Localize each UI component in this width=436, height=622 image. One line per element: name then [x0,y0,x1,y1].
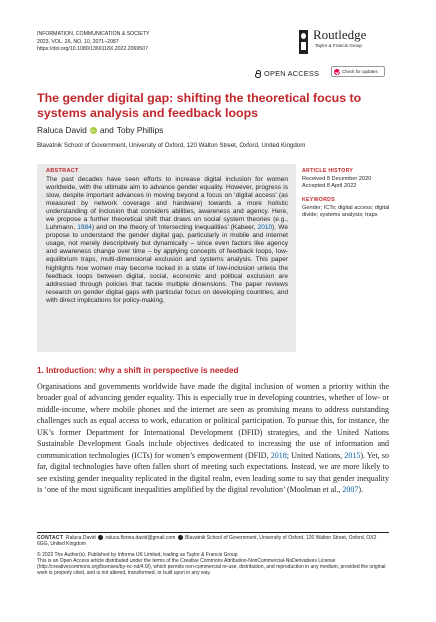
footer [37,535,389,577]
citation-link[interactable]: 2015 [344,450,361,460]
contact-affiliation: Blavatnik School of Government, University of Oxford, 120 Walton Street, Oxford, OX2 6GG, United Kingdom [37,535,377,548]
contact-label: CONTACT [37,535,64,541]
license-text: This is an Open Access article distributed under the terms of the Creative Commons Attribution-NonCommercial-NoDerivatives License (http://creativecommons.org/licenses/by-nc-nd/4.0/), which permits non-commercial re-use, distribution, and reproduction in any medium, provided the original work is properly cited, and is not altered, transformed, or built upon in any way. [37,557,386,577]
abstract-heading: ABSTRACT [46,168,79,174]
body-text-part: ). [358,485,364,495]
check-updates-icon [334,69,340,75]
citation-link[interactable]: 2018 [270,450,287,460]
open-access-badge [255,69,319,78]
author-name[interactable]: Toby Phillips [116,125,164,135]
article-title: The gender digital gap: shifting the theoretical focus to systems analysis and feedback loops [37,91,362,120]
footer-divider [37,532,389,533]
citation-link[interactable]: 1984 [77,224,92,232]
abstract-text-part: ) and on the theory of ‘intersecting inequalities’ (Kabeer, [91,224,256,232]
citation-link[interactable]: 2007 [342,485,359,495]
orcid-icon[interactable]: iD [91,127,96,133]
open-lock-icon [255,70,261,78]
address-icon [178,535,183,540]
author-name[interactable]: Raluca David [37,125,87,135]
abstract-text-part: The past decades have seen efforts to increase digital inclusion for women worldwide, with the ultimate aim to advance gender equality. However, progress is slow, despite important advances in moving beyond a focus on ‘digital access’ (as measured by network coverage and hardware) towards a more holistic understanding of inclusion that considers abilities, awareness and agency. Here, we propose a further theoretical shift that draws on social system theories (e.g., Luhmann, [46,176,288,232]
check-updates-button[interactable] [331,66,385,77]
body-text [37,381,389,496]
check-updates-label: Check for updates [342,69,378,74]
article-history [302,168,390,190]
received-date: Received 8 December 2020 [302,176,372,182]
body-text-part: ; United Nations, [286,450,343,460]
accepted-date: Accepted 8 April 2022 [302,183,357,189]
contact-email[interactable]: raluca.florina.david@gmail.com [105,535,176,541]
publisher-seal-icon [299,30,308,54]
affiliation: Blavatnik School of Government, University of Oxford, 120 Walton Street, Oxford, United Kingdom [37,142,306,149]
journal-issue: 2023, VOL. 26, NO. 10, 2071–2087 [37,38,119,45]
publisher-group: Taylor & Francis Group [315,43,362,48]
section-heading: 1. Introduction: why a shift in perspective is needed [37,366,239,375]
email-icon [98,535,103,540]
history-heading: ARTICLE HISTORY [302,168,354,174]
copyright: © 2022 The Author(s). Published by Informa UK Limited, trading as Taylor & Francis Group [37,551,238,558]
body-text-part: Organisations and governments worldwide have made the digital inclusion of women a priority within the broader goal of advancing gender equality. This is especially true in developing countries, whether of low- or middle-income, where mobile phones and the internet are seen as promising means to address outstanding challenges such as equal access to work, education or political participation. To pursue this, for instance, the UK’s former Department for International Development (DFID) strategies, and the United Nations Sustainable Development Goals include objectives dedicated to increasing the use of information and communication technologies (ICTs) for women’s empowerment (DFID, [37,382,389,460]
publisher-logo[interactable] [299,28,389,58]
abstract-text [46,176,288,305]
keywords-heading: KEYWORDS [302,197,335,203]
body-text-part: ). Yet, so far, digital technologies have often fallen short of meeting such expectations. Instead, we are more likely to see existing gender inequality replicated in the digital realm, even leading some to say that gender inequality is ‘one of the most significant inequalities amplified by the digital revolution’ (Moolman et al., [37,450,390,495]
keywords [302,197,390,219]
abstract-text-part: ). We propose to understand the gender digital gap, particularly in mobile and internet usage, not merely descriptively but dynamically – since even factors like agency and awareness change over time – by applying concepts of feedback loops, low-equilibrium traps, multi-dimensional exclusion and systems analysis. This paper highlights how women may become locked in a state of low-inclusion unless the feedback loops between digital, social, economic and political exclusion are addressed through policies that tackle multiple dimensions. The paper reviews research on gender digital gaps with particular focus on developing countries, and with direct implications for policy-making. [46,224,288,304]
contact-name: Raluca David [65,535,96,541]
author-conjunction: and [99,125,114,135]
open-access-label: OPEN ACCESS [264,69,320,78]
journal-doi[interactable]: https://doi.org/10.1080/1369118X.2022.2069507 [37,46,148,53]
citation-link[interactable]: 2010 [257,224,273,232]
contact-line [37,535,389,548]
journal-name: INFORMATION, COMMUNICATION & SOCIETY [37,31,150,37]
publisher-name: Routledge [313,27,367,42]
journal-header [37,31,150,54]
author-line [37,125,163,135]
keywords-list: Gender; ICTs; digital access; digital divide; systems analysis; traps [302,205,390,218]
